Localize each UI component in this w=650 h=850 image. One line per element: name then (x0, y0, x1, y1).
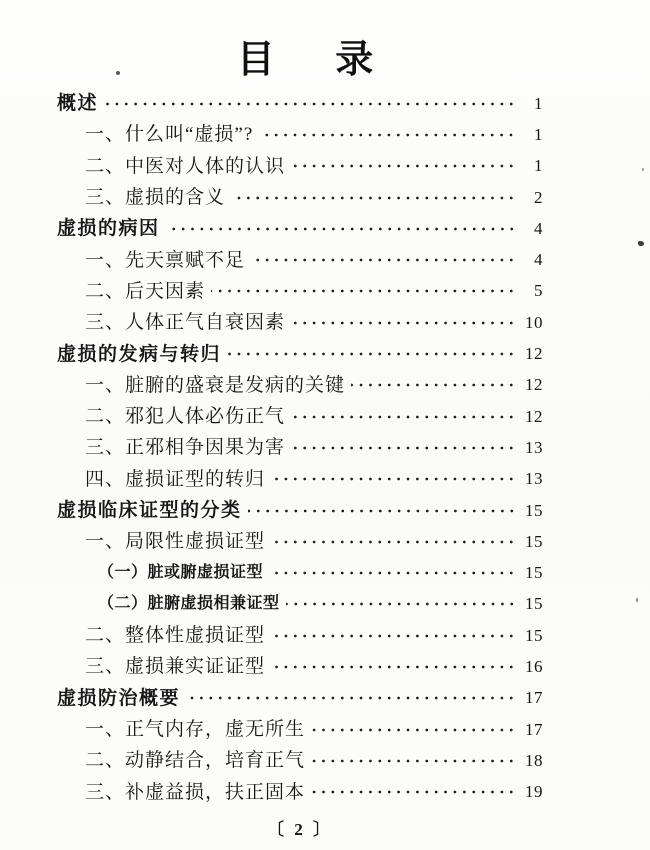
dotted-leader (271, 475, 516, 483)
toc-entry-label: 二、动静结合，培育正气 (85, 750, 306, 772)
dotted-leader (104, 100, 516, 108)
toc-entry-page-number: 10 (525, 312, 543, 332)
toc-entry-label: （二）脏腑虚损相兼证型 (98, 595, 280, 613)
toc-entry-label: 三、补虚益损，扶正固本 (85, 781, 306, 803)
toc-entry-page-number: 17 (525, 719, 543, 739)
toc-entry-label: 虚损的病因 (57, 218, 160, 240)
toc-entry (57, 151, 543, 182)
toc-entry (57, 370, 543, 401)
toc-entry-label: 虚损的发病与转归 (57, 343, 222, 365)
toc-entry (57, 557, 543, 588)
toc-entry-label: 二、邪犯人体必伤正气 (85, 406, 286, 428)
dotted-leader (269, 569, 516, 577)
dotted-leader (248, 507, 516, 515)
dotted-leader (166, 225, 516, 233)
dotted-leader (291, 319, 516, 327)
toc-entry-label: 二、后天因素 (85, 280, 206, 302)
dotted-leader (286, 600, 516, 608)
toc-entry-label: 一、正气内存，虚无所生 (85, 719, 306, 741)
toc-entry (57, 88, 543, 119)
toc-entry-page-number: 1 (534, 156, 543, 176)
toc-entry (57, 683, 543, 714)
toc-list (57, 88, 543, 808)
toc-entry-label: 概述 (57, 93, 99, 115)
toc-entry-page-number: 12 (525, 375, 543, 395)
toc-entry-label: （一）脏或腑虚损证型 (98, 564, 264, 582)
dotted-leader (291, 444, 516, 452)
toc-entry (57, 620, 543, 651)
toc-entry (57, 589, 543, 620)
scan-speck (636, 598, 638, 602)
toc-entry-page-number: 15 (525, 563, 543, 583)
dotted-leader (231, 194, 516, 202)
dotted-leader (291, 413, 516, 421)
toc-entry-page-number: 15 (525, 594, 543, 614)
toc-entry (57, 307, 543, 338)
dotted-leader (251, 256, 516, 264)
toc-entry (57, 432, 543, 463)
dotted-leader (259, 131, 516, 139)
toc-entry (57, 119, 543, 150)
scan-speck (638, 241, 644, 246)
toc-entry (57, 464, 543, 495)
dotted-leader (311, 726, 516, 734)
toc-entry-page-number: 5 (534, 281, 543, 301)
toc-entry (57, 244, 543, 275)
toc-entry-label: 二、整体性虚损证型 (85, 625, 266, 647)
footer-page-number: 〔 2 〕 (267, 820, 333, 839)
toc-entry-page-number: 13 (525, 437, 543, 457)
toc-entry-page-number: 12 (525, 344, 543, 364)
toc-entry-label: 一、什么叫“虚损”? (85, 124, 254, 146)
toc-entry-label: 二、中医对人体的认识 (85, 155, 286, 177)
toc-entry-label: 一、脏腑的盛衰是发病的关键 (85, 374, 346, 396)
toc-entry-page-number: 1 (534, 93, 543, 113)
toc-entry-page-number: 2 (534, 187, 543, 207)
toc-entry-label: 三、虚损兼实证证型 (85, 656, 266, 678)
toc-entry-label: 三、人体正气自衰因素 (85, 312, 286, 334)
dotted-leader (291, 162, 516, 170)
dotted-leader (186, 694, 516, 702)
toc-entry-page-number: 15 (525, 625, 543, 645)
scan-speck (642, 168, 644, 171)
toc-entry (57, 651, 543, 682)
dotted-leader (311, 788, 516, 796)
toc-entry-page-number: 4 (534, 250, 543, 270)
toc-entry-page-number: 16 (525, 656, 543, 676)
dotted-leader (271, 663, 516, 671)
toc-entry-label: 一、先天禀赋不足 (85, 249, 246, 271)
dotted-leader (271, 632, 516, 640)
toc-entry-label: 三、正邪相争因果为害 (85, 437, 286, 459)
toc-entry-label: 虚损临床证型的分类 (57, 500, 242, 521)
dotted-leader (211, 287, 516, 295)
dotted-leader (351, 381, 516, 389)
dotted-leader (227, 350, 516, 358)
toc-entry-page-number: 15 (525, 500, 543, 520)
toc-entry-label: 虚损防治概要 (57, 687, 181, 709)
page-title: 目 录 (236, 39, 376, 81)
toc-entry-page-number: 19 (525, 782, 543, 802)
toc-entry-label: 一、局限性虚损证型 (85, 531, 266, 553)
scan-speck (116, 71, 120, 75)
toc-entry-page-number: 12 (525, 406, 543, 426)
toc-entry (57, 777, 543, 808)
toc-entry-page-number: 15 (525, 531, 543, 551)
toc-entry (57, 401, 543, 432)
toc-entry (57, 182, 543, 213)
dotted-leader (311, 757, 516, 765)
toc-entry (57, 338, 543, 369)
toc-entry (57, 276, 543, 307)
toc-entry-page-number: 17 (525, 688, 543, 708)
toc-entry-label: 三、虚损的含义 (85, 187, 226, 209)
toc-entry-page-number: 18 (525, 750, 543, 770)
toc-entry (57, 745, 543, 776)
toc-entry-page-number: 1 (534, 124, 543, 144)
toc-entry (57, 526, 543, 557)
toc-entry-page-number: 4 (534, 218, 543, 238)
dotted-leader (271, 538, 516, 546)
toc-entry-label: 四、虚损证型的转归 (85, 468, 266, 490)
toc-entry (57, 213, 543, 244)
toc-entry (57, 714, 543, 745)
toc-entry-page-number: 13 (525, 469, 543, 489)
toc-entry (57, 495, 543, 526)
